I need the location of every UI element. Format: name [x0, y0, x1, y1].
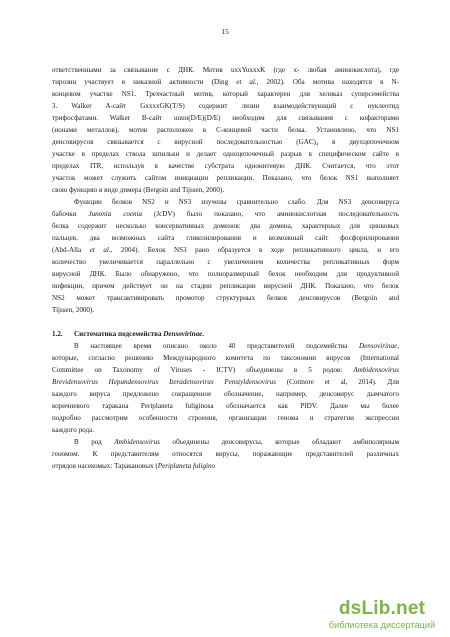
text-line: бабочки Junonia coenia (JcDV) было показано, что аминокислотная последовательность	[52, 210, 399, 218]
watermark	[318, 598, 446, 634]
text-line: участке в пределах ствола шпильки и делает одноцепочечный разрыв в специфическом сайте в	[52, 150, 399, 158]
text-line: коричневого таракана Periplaneta fuliginosa обозначается как PfDV. Далее мы более	[52, 402, 399, 410]
logo-dot: .	[390, 598, 397, 619]
text-line: отрядов насекомых: Таракановых (Periplaneta fuligino	[52, 462, 216, 470]
text-line: Функции белков NS2 и NS3 изучены сравнительно слабо. Для NS3 денсовируса	[74, 198, 399, 206]
text-line: которые, согласно решению Международного комитета по таксономии вирусов (International	[52, 354, 399, 362]
logo-lib: Lib	[361, 598, 391, 619]
text-line: тирозин участвует в никазной активности (Ding et al., 2002). Оба мотива находятся в N-	[52, 78, 399, 86]
text-line: (Abd-Alla et al., 2004). Белок NS3 рано образуется в ходе репликативного цикла, и его	[52, 246, 400, 254]
text-line: денсовирусов связывается с вирусной последовательностью (GAC)₄ в двухцепочечном	[52, 138, 399, 146]
text-line: пределах ITR, используя в качестве субстрата однонитевую ДНК. Считается, что этот	[52, 162, 399, 170]
text-line: пальцев, два возможных сайта гликозилирования и возможный сайт фосфорилирования	[52, 234, 399, 242]
text-line: вирусной ДНК. Было обнаружено, что полноразмерный белок необходим для продуктивной	[52, 270, 399, 278]
logo-ds: ds	[338, 598, 362, 619]
text-line: количество увеличивается параллельно с увеличением количества репликативных форм	[52, 258, 399, 266]
text-line: геномом. К представителям относятся вирусы, поражающие представителей различных	[52, 450, 399, 458]
text-line: NS2 может трансактивировать промотор структурных белков денсовирусов (Bergoin and	[52, 294, 399, 302]
watermark-subtitle: библиотека диссертаций	[328, 620, 436, 630]
text-line: участок может служить сайтом инициации репликации. Показано, что белок NS1 выполняет	[52, 174, 399, 182]
text-line: концевом участке NS1. Трехчастный мотив, который характерен для хеликаз суперсемейства	[52, 90, 399, 98]
text-line: ответственными за связывание с ДНК. Мотив uxxYuxxxK (где x- любая аминокислота), где	[52, 66, 399, 74]
text-line: каждого вируса предложено сокращенное обозначение, например, денсовирус дымчатого	[52, 390, 399, 398]
text-line: трифосфатами. Walker B-сайт uuuu(D/E)(D/E) необходим для связывания с кофакторами	[52, 114, 399, 122]
watermark-logo	[318, 598, 446, 620]
section-title: Систематика подсемейства	[74, 330, 164, 338]
text-line: подробно рассмотрим особенности строения, организации генома и стратегии экспрессии	[52, 414, 399, 422]
text-line: белка содержит несколько консервативных доменов: два домена, характерных для цинковых	[52, 222, 399, 230]
text-line: свою функцию в виде димера (Bergoin and Tijssen, 2000).	[52, 186, 225, 194]
text-line: инфекции, причем действует он на стадии репликации вирусной ДНК. Показано, что белок	[52, 282, 399, 290]
section-heading	[52, 328, 399, 340]
text-line: Tijssen, 2000).	[52, 306, 95, 314]
text-line: В род Ambidensovirus объединены денсовирусы, которые обладают амбиполярным	[74, 438, 400, 446]
section-number: 1.2.	[52, 330, 63, 338]
text-line: В настоящее время описано около 40 представителей подсемейства Densovirinae,	[74, 342, 399, 350]
text-line: 3. Walker A-сайт GxxxxGK(T/S) содержит лизин взаимодействующий с нуклеотид	[52, 102, 399, 110]
text-line: каждого рода.	[52, 426, 95, 434]
page-number: 15	[221, 27, 229, 36]
section-title-italic: Densovirinae	[163, 330, 203, 338]
section-title-suffix: .	[202, 330, 205, 338]
text-line: (ионами металлов), мотив расположен в C-концевой части белка. Установлено, что NS1	[52, 126, 399, 134]
text-line: Committee on Taxonomy of Viruses - ICTV) объединены в 5 родов: Ambidensovirus	[52, 366, 399, 374]
logo-net: net	[396, 598, 426, 619]
text-line: Brevidensovirus Hepandensovirus Iteradensovirus Penstyldensovirus (Cotmore et al, 2014). Для	[52, 378, 400, 386]
document-body	[52, 64, 399, 472]
